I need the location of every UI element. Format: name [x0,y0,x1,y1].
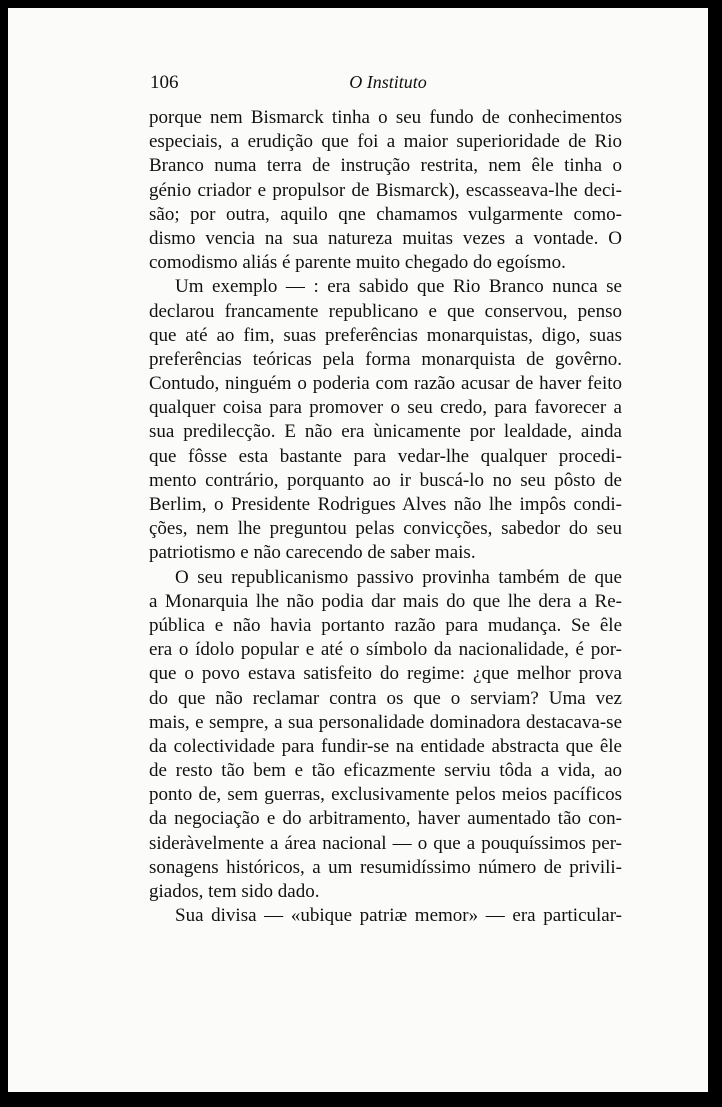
text-line: são; por outra, aquilo qne chamamos vulgarmente como- [149,203,622,225]
text-line: Sua divisa — «ubique patriæ memor» — era particular- [175,905,622,927]
text-line: de resto tão bem e tão eficazmente serviu tôda a vida, ao [149,760,622,782]
text-line: Berlim, o Presidente Rodrigues Alves não lhe impôs condi- [149,494,622,515]
text-line: qualquer coisa para promover o seu credo, para favorecer a [149,397,622,419]
text-line: Contudo, ninguém o poderia com razão acusar de haver feito [149,373,622,395]
text-line: que o povo estava satisfeito do regime: ¿que melhor prova [149,663,622,685]
text-line: era o ídolo popular e até o símbolo da nacionalidade, é por- [149,639,622,661]
text-line: mento contrário, porquanto ao ir buscá-lo no seu pôsto de [149,469,622,491]
book-page [8,8,708,1092]
paragraph [149,904,622,928]
running-title: O Instituto [349,72,427,92]
paragraph [149,275,622,565]
text-line: O seu republicanismo passivo provinha também de que [175,566,622,588]
text-line: Um exemplo — : era sabido que Rio Branco nunca se [175,276,622,298]
text-line: do que não reclamar contra os que o serviam? Uma vez [149,687,622,709]
text-line: sonagens históricos, a um resumidíssimo número de privili- [149,856,622,878]
body-text [149,106,622,928]
text-line: preferências teóricas pela forma monarquista de govêrno. [149,348,622,370]
text-line: patriotismo e não carecendo de saber mais. [149,542,476,564]
paragraph [149,106,622,275]
text-line: dismo vencia na sua natureza muitas vezes a vontade. O [149,227,622,249]
page-header [8,72,708,100]
text-line: pública e não havia portanto razão para mudança. Se êle [149,614,622,636]
text-line: ções, nem lhe preguntou pelas convicções, sabedor do seu [149,518,622,540]
text-line: que até ao fim, suas preferências monarquistas, digo, suas [149,324,622,346]
text-line: sideràvelmente a área nacional — o que a pouquíssimos per- [149,832,622,854]
text-line: giados, tem sido dado. [149,881,320,902]
paragraph [149,566,622,905]
text-line: a Monarquia lhe não podia dar mais do que lhe dera a Re- [149,590,622,612]
text-line: sua predilecção. E não era ùnicamente por lealdade, ainda [149,421,622,443]
text-line: da colectividade para fundir-se na entidade abstracta que êle [149,735,622,757]
text-line: declarou francamente republicano e que conservou, penso [149,300,622,322]
text-line: génio criador e propulsor de Bismarck), escasseava-lhe deci- [149,179,622,201]
text-line: porque nem Bismarck tinha o seu fundo de conhecimentos [149,107,622,128]
text-line: da negociação e do arbitramento, haver aumentado tão con- [149,808,622,830]
text-line: ponto de, sem guerras, exclusivamente pelos meios pacíficos [149,784,622,806]
text-line: especiais, a erudição que foi a maior superioridade de Rio [149,131,622,153]
page-number: 106 [150,72,179,93]
text-line: comodismo aliás é parente muito chegado do egoísmo. [149,252,566,274]
text-line: Branco numa terra de instrução restrita, nem êle tinha o [149,155,622,177]
text-line: que fôsse esta bastante para vedar-lhe qualquer procedi- [149,445,622,467]
text-line: mais, e sempre, a sua personalidade dominadora destacava-se [149,711,622,733]
